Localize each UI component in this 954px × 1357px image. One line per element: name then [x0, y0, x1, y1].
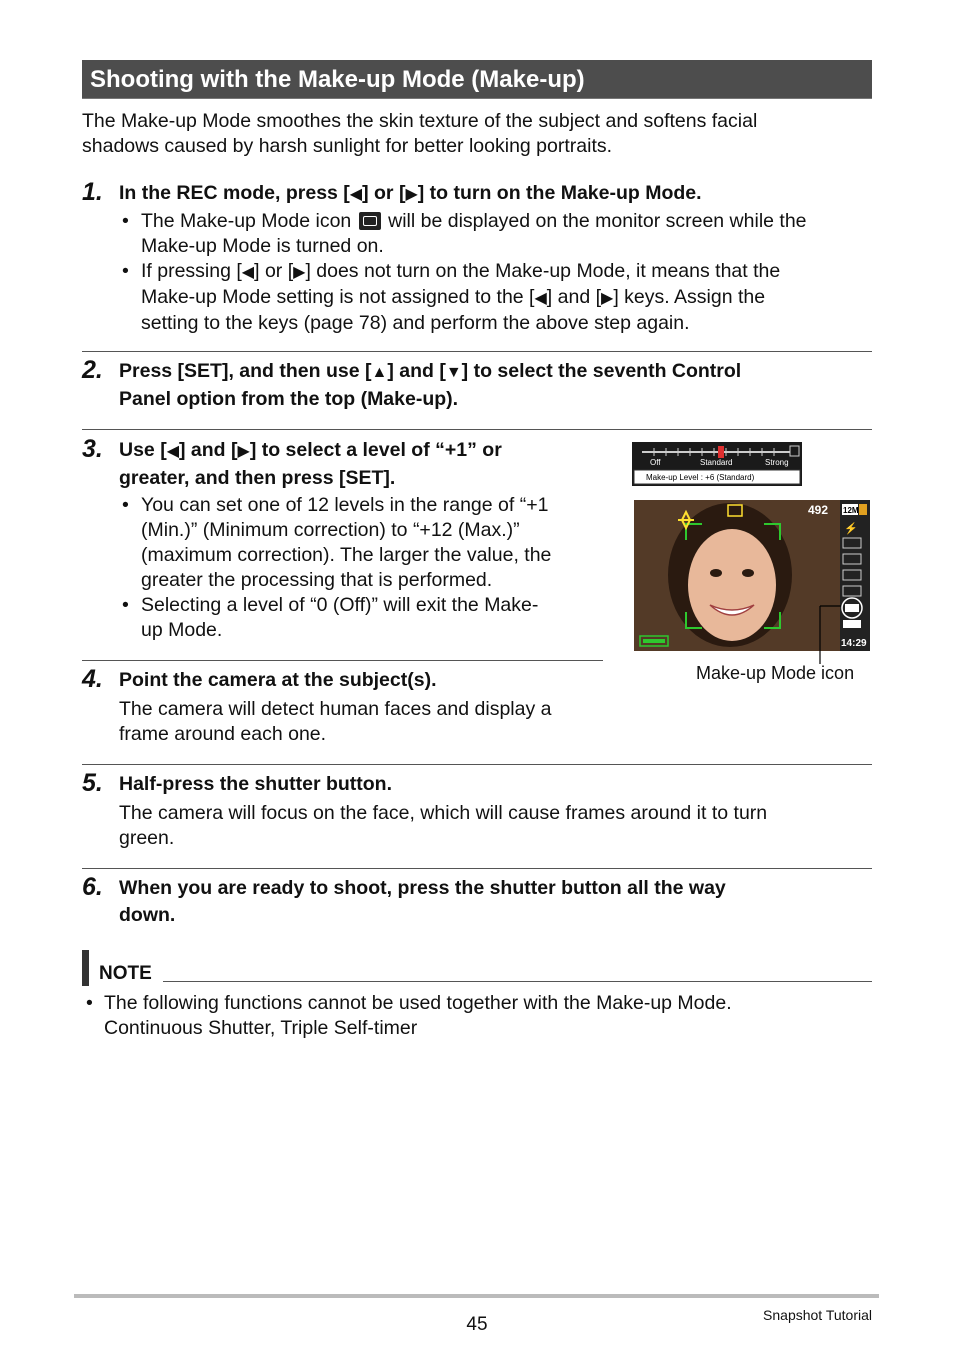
- step-5-body-1: The camera will focus on the face, which will cause frames around it to turn: [119, 802, 768, 824]
- shots-remaining: 492: [808, 503, 829, 517]
- note-rule: [163, 981, 872, 982]
- footer-section: Snapshot Tutorial: [763, 1307, 872, 1323]
- note-line-1: The following functions cannot be used together with the Make-up Mode.: [104, 992, 732, 1014]
- eu-icon: [843, 620, 861, 628]
- note-label: NOTE: [99, 963, 152, 984]
- intro-line-1: The Make-up Mode smoothes the skin texture of the subject and softens facial: [82, 110, 758, 132]
- step-1-bullet-2: • If pressing [◀] or [▶] does not turn on the Make-up Mode, it means that the Make-up Mode setting is not assigned to the [◀] and [▶] keys. Assign the setting to the keys (page 78) and perform the above step again.: [122, 260, 781, 334]
- right-arrow-icon: ▶: [293, 264, 306, 281]
- level-text: Make-up Level : +6 (Standard): [646, 473, 755, 482]
- intro-line-2: shadows caused by harsh sunlight for better looking portraits.: [82, 135, 613, 157]
- step-divider: [82, 868, 872, 869]
- makeup-mode-icon: [359, 212, 381, 230]
- step-3-number: 3.: [82, 435, 103, 463]
- makeup-icon-callout-label: Make-up Mode icon: [696, 663, 855, 683]
- step-2-title: Press [SET], and then use [▲] and [▼] to select the seventh Control Panel option from the top (Make-up).: [119, 360, 742, 410]
- clock-time: 14:29: [841, 638, 867, 649]
- footer-rule: [74, 1294, 879, 1298]
- step-2-number: 2.: [82, 356, 103, 384]
- step-3-bullet-2: • Selecting a level of “0 (Off)” will exit the Make- up Mode.: [122, 594, 539, 641]
- note-line-2: Continuous Shutter, Triple Self-timer: [104, 1017, 418, 1039]
- down-arrow-icon: ▼: [445, 364, 462, 381]
- step-divider: [82, 351, 872, 352]
- camera-screen-illustration: [630, 440, 874, 666]
- left-arrow-icon: ◀: [349, 186, 363, 203]
- note-bullet-dot: •: [86, 992, 93, 1014]
- step-1-bullet-1: • The Make-up Mode icon will be displayed on the monitor screen while the Make-up Mode is turned on.: [122, 210, 807, 257]
- note-bar: [82, 950, 89, 986]
- step-6-title-line-1: When you are ready to shoot, press the shutter button all the way: [119, 877, 726, 899]
- step-4-number: 4.: [82, 665, 103, 693]
- step-5-number: 5.: [82, 769, 103, 797]
- left-arrow-icon: ◀: [534, 290, 547, 307]
- step-6-title-line-2: down.: [119, 904, 176, 926]
- step-5-title: Half-press the shutter button.: [119, 773, 393, 795]
- left-arrow-icon: ◀: [241, 264, 255, 281]
- step-1-number: 1.: [82, 178, 103, 206]
- level-slider-handle: [718, 446, 724, 458]
- step-divider: [82, 764, 872, 765]
- slider-strong-label: Strong: [765, 458, 789, 467]
- step-4-title: Point the camera at the subject(s).: [119, 669, 437, 691]
- step-divider: [82, 429, 872, 430]
- slider-standard-label: Standard: [700, 458, 733, 467]
- page-title: Shooting with the Make-up Mode (Make-up): [82, 60, 872, 99]
- step-4-body-1: The camera will detect human faces and display a: [119, 698, 552, 720]
- step-3-bullet-1: • You can set one of 12 levels in the range of “+1 (Min.)” (Minimum correction) to “+12 (Max.)” (maximum correction). The larger the value, the greater the processing that is performed.: [122, 494, 552, 591]
- flash-icon: ⚡: [844, 523, 858, 535]
- right-arrow-icon: ▶: [405, 186, 418, 203]
- step-6-number: 6.: [82, 873, 103, 901]
- slider-off-label: Off: [650, 458, 661, 467]
- right-arrow-icon: ▶: [601, 290, 614, 307]
- left-arrow-icon: ◀: [166, 443, 179, 460]
- step-5-body-2: green.: [119, 827, 175, 849]
- page-number: 45: [466, 1314, 488, 1335]
- up-arrow-icon: ▲: [371, 364, 388, 381]
- step-3-title: Use [◀] and [▶] to select a level of “+1” or greater, and then press [SET].: [119, 439, 502, 489]
- right-arrow-icon: ▶: [237, 443, 250, 460]
- step-1-title: In the REC mode, press [◀] or [▶] to turn on the Make-up Mode.: [119, 182, 702, 204]
- face-shape: [688, 529, 776, 641]
- quality-icon: [859, 504, 867, 515]
- step-divider: [82, 660, 603, 661]
- svg-text:12M: 12M: [843, 506, 859, 515]
- step-4-body-2: frame around each one.: [119, 723, 327, 745]
